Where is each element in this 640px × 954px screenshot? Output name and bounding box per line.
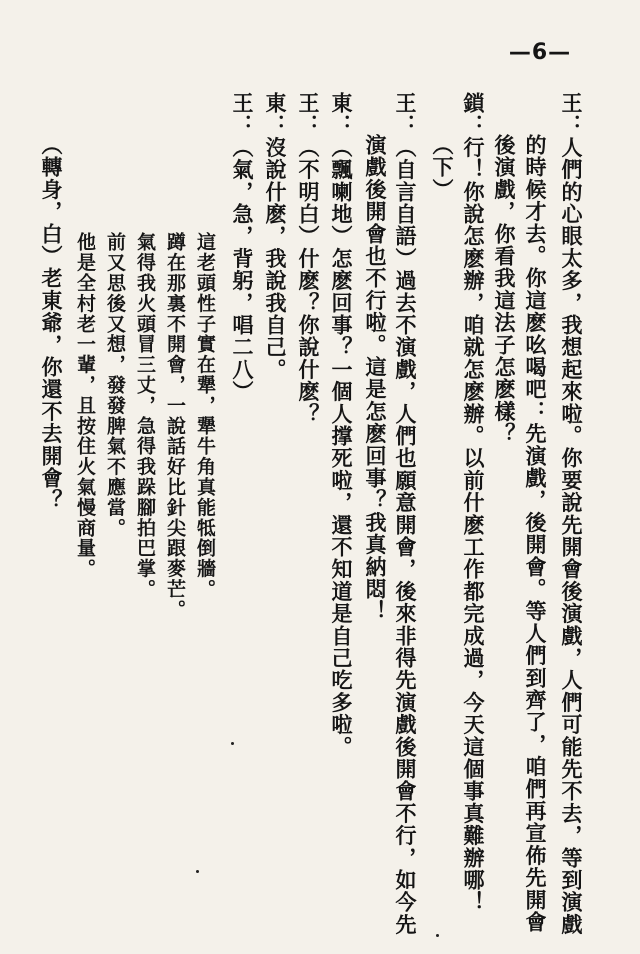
text-column: 王：（氣，急，背躬，唱二八） <box>230 92 255 403</box>
ink-speck <box>196 870 199 873</box>
text-column: 演戲後開會也不行啦。這是怎麽回事？我真納悶！ <box>363 134 388 623</box>
text-column: 他是全村老一輩，且按住火氣慢商量。 <box>74 232 96 579</box>
page-number: —6— <box>508 40 572 65</box>
text-column: （轉身，白）老東爺，你還不去開會？ <box>39 134 64 512</box>
text-column: 的時候才去。你這麽吆喝吧：先演戲，後開會。等人們到齊了，咱們再宣佈先開會 <box>523 134 548 934</box>
ink-speck <box>436 934 439 937</box>
text-column: 氣得我火頭冒三丈，急得我跺腳拍巴掌。 <box>134 232 156 600</box>
text-column: 前又思後又想，發發脾氣不應當。 <box>104 232 126 538</box>
text-column: 王：人們的心眼太多，我想起來啦。你要說先開會後演戲，人們可能先不去，等到演戲 <box>559 92 584 936</box>
text-column: （下） <box>430 134 455 201</box>
text-column: 東：沒說什麽，我說我自己。 <box>263 92 288 381</box>
text-column: 後演戲，你看我這法子怎麽樣？ <box>492 134 517 445</box>
text-column: 鎖：行！你說怎麽辦，咱就怎麽辦。以前什麽工作都完成過，今天這個事真難辦哪！ <box>461 92 486 914</box>
ink-speck <box>231 742 234 745</box>
text-column: 蹲在那裏不開會，一說話好比針尖跟麥芒。 <box>164 232 186 620</box>
text-column: 王：（自言自語）過去不演戲，人們也願意開會，後來非得先演戲後開會不行，如今先 <box>393 92 418 936</box>
text-column: 這老頭性子實在犟，犟牛角真能牴倒牆。 <box>194 232 216 600</box>
text-column: 王：（不明白）什麽？你說什麽？ <box>296 92 321 425</box>
text-column: 東：（飄喇地）怎麽回事？一個人撑死啦，還不知道是自己吃多啦。 <box>329 92 354 758</box>
